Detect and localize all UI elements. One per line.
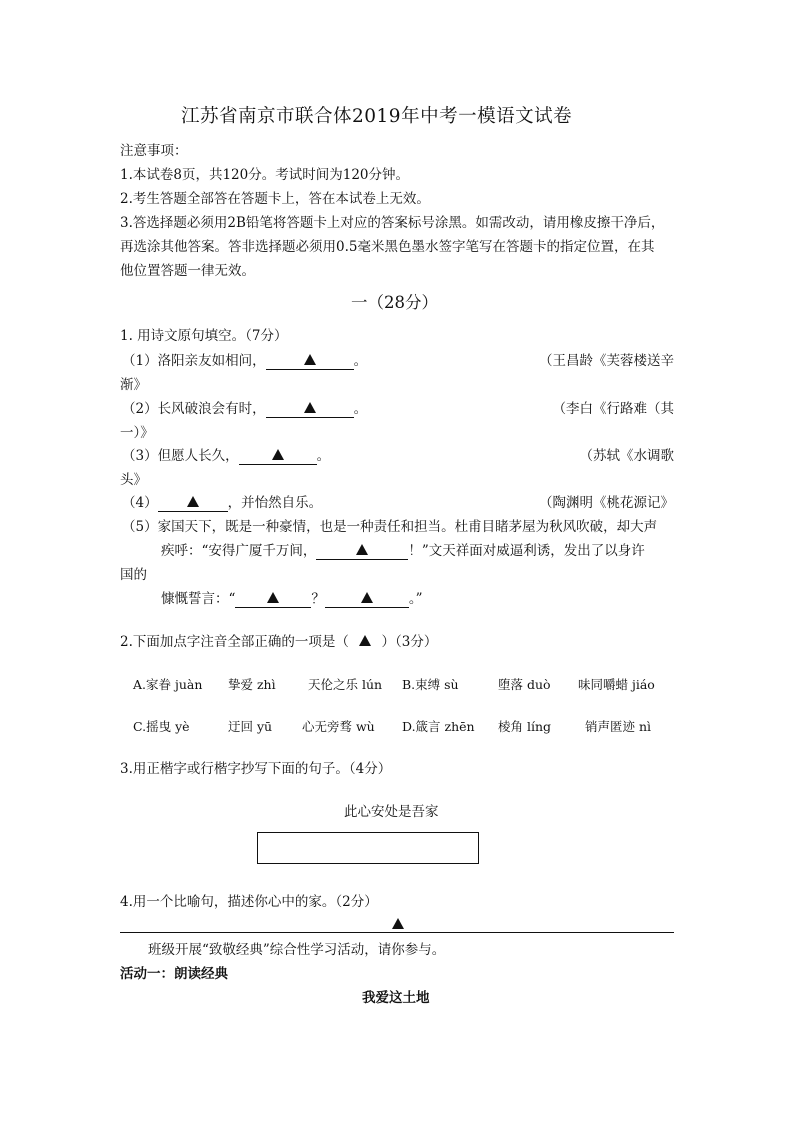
q1-line5-b	[161, 542, 645, 560]
q1-line2-source: （李白《行路难（其	[552, 401, 674, 417]
q1-line5-text2: ！”文天祥面对威逼利诱，发出了以身许	[408, 543, 645, 559]
q2-option[interactable]: B.束缚 sù	[402, 677, 459, 692]
poem-title: 我爱这土地	[362, 990, 430, 1006]
answer-mark-icon	[392, 918, 404, 929]
answer-mark-icon	[361, 592, 373, 603]
q1-line5-c: 国的	[120, 567, 147, 583]
q1-line5-d	[161, 590, 423, 608]
q2-option-word: 迂回 yū	[228, 719, 273, 734]
notes-item: 1.本试卷8页，共120分。考试时间为120分钟。	[120, 167, 410, 183]
q1-line4-end: ，并怡然自乐。	[227, 495, 323, 511]
q1-line5-question-mark: ？	[311, 591, 325, 607]
answer-blank[interactable]	[316, 544, 408, 560]
q1-line3-source: （苏轼《水调歌	[579, 448, 674, 464]
answer-blank[interactable]	[239, 449, 317, 465]
q1-line1-text: （1）洛阳亲友如相问，	[122, 353, 266, 369]
q4-stem: 4.用一个比喻句，描述你心中的家。（2分）	[120, 894, 378, 910]
q1-line1	[122, 352, 367, 370]
handwriting-box[interactable]	[257, 832, 479, 864]
q1-line4	[122, 494, 322, 512]
q2-stem-text: 2.下面加点字注音全部正确的一项是（	[120, 634, 349, 650]
answer-mark-icon	[187, 496, 199, 507]
q2-option[interactable]: A.家眷 juàn	[133, 677, 203, 692]
q1-line4-text: （4）	[122, 495, 158, 511]
page-title: 江苏省南京市联合体2019年中考一模语文试卷	[181, 106, 573, 127]
q2-option[interactable]: D.箴言 zhēn	[402, 719, 475, 734]
q1-line1-source: （王昌龄《芙蓉楼送辛	[539, 353, 674, 369]
q2-option-word: 棱角 líng	[498, 719, 552, 734]
answer-blank[interactable]	[235, 592, 311, 608]
answer-blank[interactable]	[325, 592, 409, 608]
q1-line5-oath: 慷慨誓言：“	[161, 591, 236, 607]
answer-mark-icon	[356, 544, 368, 555]
answer-mark-icon	[272, 449, 284, 460]
q2-option-word: 心无旁骛 wù	[302, 719, 375, 734]
q1-line2-text: （2）长风破浪会有时，	[122, 401, 266, 417]
answer-mark-icon	[304, 402, 316, 413]
q1-line1-cont: 渐》	[120, 377, 147, 393]
q1-line2-end: 。	[353, 401, 368, 417]
q2-stem	[120, 633, 437, 651]
answer-mark-icon	[267, 592, 279, 603]
q1-line3-end: 。	[316, 448, 331, 464]
notes-heading: 注意事项：	[120, 143, 188, 159]
q2-option-word: 堕落 duò	[498, 677, 551, 692]
notes-item: 再选涂其他答案。答非选择题必须用0.5毫米黑色墨水签字笔写在答题卡的指定位置，在其	[120, 239, 655, 255]
q2-option-word: 天伦之乐 lún	[308, 677, 383, 692]
q1-line2-cont: 一）》	[120, 425, 154, 441]
answer-mark-icon	[304, 354, 316, 365]
answer-blank[interactable]	[266, 354, 354, 370]
q3-stem: 3.用正楷字或行楷字抄写下面的句子。（4分）	[120, 761, 392, 777]
q2-stem-end: ）（3分）	[381, 634, 438, 650]
answer-blank[interactable]	[158, 496, 228, 512]
q2-option-word: 销声匿迹 nì	[585, 719, 652, 734]
q1-line5: （5）家国天下，既是一种豪情，也是一种责任和担当。杜甫目睹茅屋为秋风吹破，却大声	[122, 519, 658, 535]
q1-line3-text: （3）但愿人长久，	[122, 448, 239, 464]
activity-heading: 活动一：朗读经典	[120, 966, 228, 982]
q1-line3	[122, 447, 330, 465]
q1-stem: 1. 用诗文原句填空。（7分）	[120, 328, 288, 344]
q1-line4-source: （陶渊明《桃花源记》	[539, 495, 674, 511]
section-heading: 一（28分）	[351, 293, 438, 312]
q1-line5-end: 。”	[408, 591, 423, 607]
notes-item: 2.考生答题全部答在答题卡上，答在本试卷上无效。	[120, 191, 430, 207]
activity-intro: 班级开展“致敬经典”综合性学习活动，请你参与。	[148, 942, 446, 958]
answer-mark-icon[interactable]	[359, 635, 371, 646]
q3-sentence: 此心安处是吾家	[344, 804, 439, 820]
q1-line3-cont: 头》	[120, 472, 147, 488]
answer-line[interactable]	[120, 932, 674, 933]
notes-item: 3.答选择题必须用2B铅笔将答题卡上对应的答案标号涂黑。如需改动，请用橡皮擦干净后，	[120, 215, 665, 231]
q2-option[interactable]: C.摇曳 yè	[133, 719, 190, 734]
q2-option-word: 挚爱 zhì	[228, 677, 276, 692]
q1-line2	[122, 400, 367, 418]
q1-line1-end: 。	[353, 353, 368, 369]
q1-line5-text: 疾呼：“安得广厦千万间，	[161, 543, 317, 559]
q2-option-word: 味同嚼蜡 jiáo	[578, 677, 655, 692]
answer-blank[interactable]	[266, 402, 354, 418]
notes-item: 他位置答题一律无效。	[120, 263, 255, 279]
